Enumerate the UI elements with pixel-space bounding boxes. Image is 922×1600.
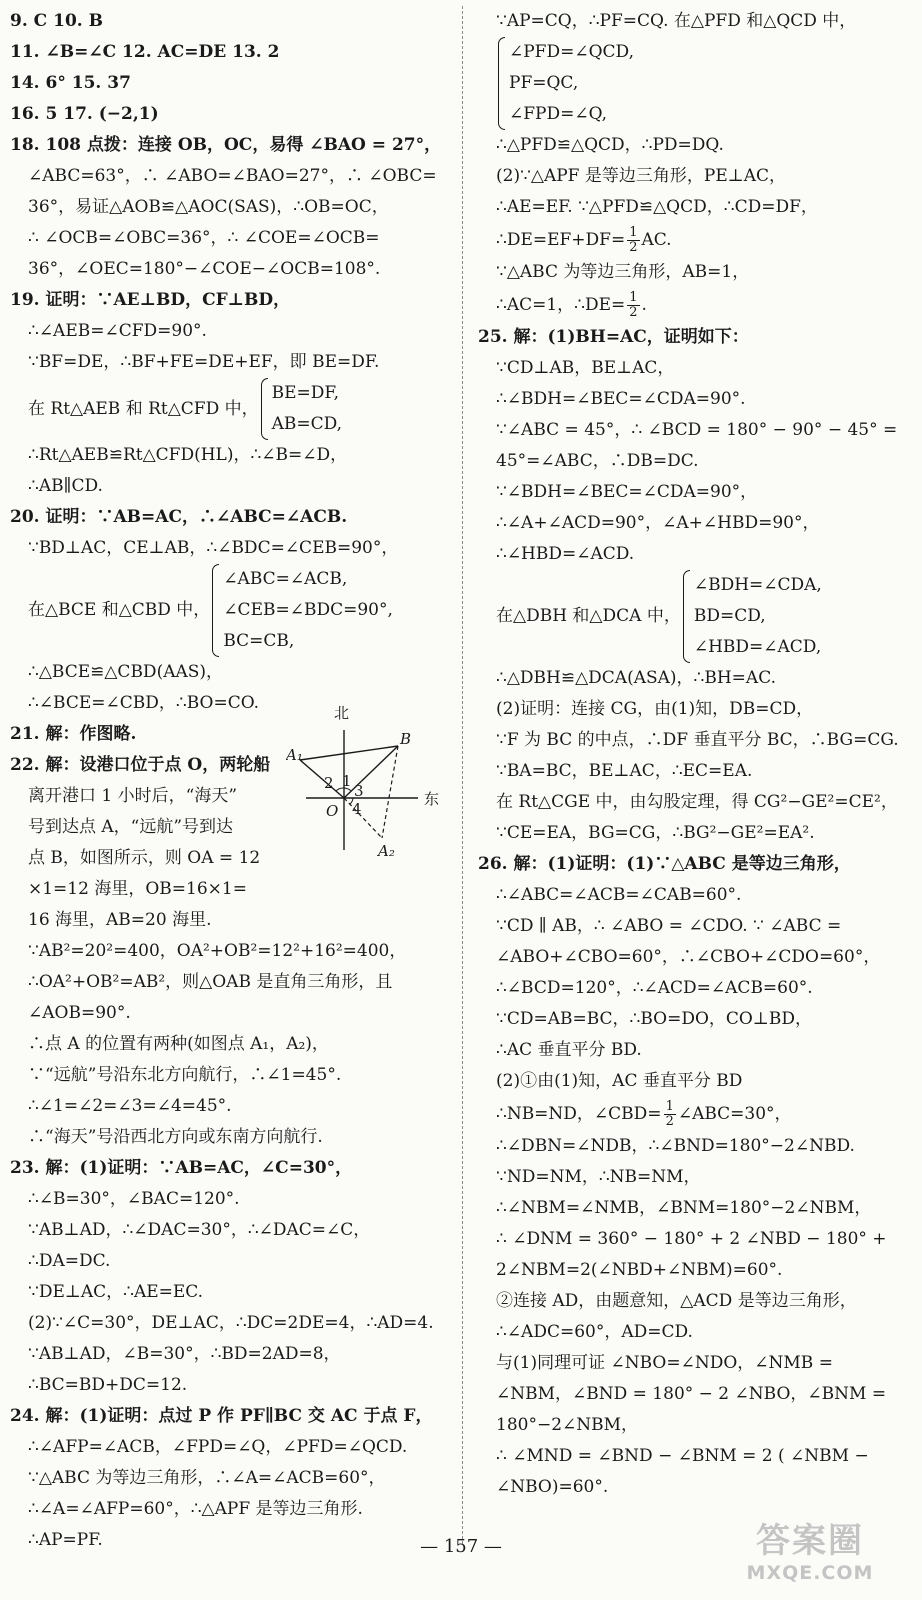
text-line: ∴∠AFP=∠ACB，∠FPD=∠Q，∠PFD=∠QCD. (28, 1437, 408, 1457)
text-line: ∴△BCE≌△CBD(AAS)， (28, 662, 224, 682)
text-line: 45°=∠ABC，∴DB=DC. (496, 451, 699, 471)
text-line: 2∠NBM=2(∠NBD+∠NBM)=60°. (496, 1260, 783, 1280)
page-number: — 157 — (420, 1536, 502, 1557)
text-line: ∵CD⊥AB，BE⊥AC， (496, 358, 675, 378)
north-label: 北 (334, 704, 350, 722)
text-line: 36°，∠OEC=180°−∠COE−∠OCB=108°. (28, 259, 381, 279)
point-B-label: B (400, 730, 412, 748)
text-line: 24. 解：(1)证明：点过 P 作 PF∥BC 交 AC 于点 F， (10, 1406, 433, 1426)
watermark-top: 答案圈 (756, 1521, 864, 1561)
text-line: ∴DA=DC. (28, 1251, 111, 1271)
q20-brace-prefix: 在△BCE 和△CBD 中， (28, 600, 211, 620)
compass-diagram (286, 700, 442, 860)
frac-line-ac (478, 288, 910, 322)
fraction-numerator: 1 (629, 225, 638, 240)
brace-icon (212, 564, 219, 657)
text-line: 25. 解：(1)BH=AC，证明如下： (478, 327, 749, 347)
text-line: ∠ABO+∠CBO=60°，∴∠CBO+∠CDO=60°， (496, 947, 881, 967)
fraction-numerator: 1 (665, 1099, 674, 1114)
text-line: ∴BC=BD+DC=12. (28, 1375, 188, 1395)
text-line: ∵ND=NM，∴NB=NM， (496, 1167, 701, 1187)
q20-system (10, 564, 450, 657)
text-line: ∴Rt△AEB≌Rt△CFD(HL)，∴∠B=∠D， (28, 445, 348, 465)
text-line: ∵△ABC 为等边三角形，∴∠A=∠ACB=60°， (28, 1468, 386, 1488)
left-lines-1 (10, 6, 450, 378)
text-line: 180°−2∠NBM， (496, 1415, 639, 1435)
left-lines-2 (10, 440, 450, 564)
text-line: 离开港口 1 小时后，“海天” (28, 786, 238, 806)
text-line: ∵△ABC 为等边三角形，AB=1， (496, 262, 750, 282)
q24-brace-lines (509, 37, 634, 130)
text-line: 26. 解：(1)证明：(1)∵△ABC 是等边三角形， (478, 854, 851, 874)
segment-OA2 (344, 798, 382, 838)
text-line: 与(1)同理可证 ∠NBO=∠NDO，∠NMB = (496, 1353, 833, 1373)
frac-line-cbd-suffix: ∠ABC=30°， (677, 1104, 792, 1124)
brace-line: ∠HBD=∠ACD, (693, 637, 822, 657)
q20-brace-lines (223, 564, 393, 657)
text-line: ∴∠1=∠2=∠3=∠4=45°. (28, 1096, 232, 1116)
text-line: ②连接 AD，由题意知，△ACD 是等边三角形， (496, 1291, 857, 1311)
east-label: 东 (424, 790, 440, 808)
fraction-half (664, 1100, 676, 1129)
text-line: ∴ ∠OCB=∠OBC=36°，∴ ∠COE=∠OCB= (28, 228, 380, 248)
q19-brace-lines (272, 378, 342, 440)
text-line: ∴∠BDH=∠BEC=∠CDA=90°. (496, 389, 746, 409)
text-line: ∴“海天”号沿西北方向或东南方向航行. (28, 1127, 323, 1147)
right-lines-1 (478, 6, 910, 37)
frac-line-de-suffix: AC. (641, 230, 672, 250)
brace-line: BD=CD, (693, 606, 766, 626)
text-line: ∴AB∥CD. (28, 476, 103, 496)
text-line: ∵CD ∥ AB，∴ ∠ABO = ∠CDO. ∵ ∠ABC = (496, 916, 842, 936)
watermark-bottom: MXQE.COM (746, 1562, 874, 1584)
text-line: ∴∠BCE=∠CBD，∴BO=CO. (28, 693, 260, 713)
frac-line-de (478, 223, 910, 257)
text-line: ∴ ∠MND = ∠BND − ∠BNM = 2 ( ∠NBM − (496, 1446, 869, 1466)
text-line: ∵CE=EA，BG=CG，∴BG²−GE²=EA². (496, 823, 815, 843)
q25-system (478, 570, 910, 663)
text-line: ∴∠A+∠ACD=90°，∠A+∠HBD=90°， (496, 513, 820, 533)
text-line: ∵BD⊥AC，CE⊥AB，∴∠BDC=∠CEB=90°， (28, 538, 399, 558)
q19-brace-prefix: 在 Rt△AEB 和 Rt△CFD 中， (28, 398, 259, 419)
text-line: ×1=12 海里，OB=16×1= (28, 879, 247, 899)
q25-brace-lines (694, 570, 822, 663)
text-line: 16. 5 17. (−2,1) (10, 104, 159, 124)
text-line: ∠AOB=90°. (28, 1003, 131, 1023)
frac-line-cbd (478, 1097, 910, 1131)
text-line: ∵AP=CQ，∴PF=CQ. 在△PFD 和△QCD 中， (496, 11, 857, 31)
brace-line: AB=CD, (271, 414, 343, 434)
column-divider (462, 6, 463, 1544)
text-line: 21. 解：作图略. (10, 724, 137, 744)
text-line: ∴∠BCD=120°，∴∠ACD=∠ACB=60°. (496, 978, 813, 998)
text-line: 18. 108 点拨：连接 OB，OC，易得 ∠BAO = 27°， (10, 135, 442, 155)
text-line: 36°，易证△AOB≌△AOC(SAS)，∴OB=OC， (28, 197, 389, 217)
text-line: ∴ ∠DNM = 360° − 180° + 2 ∠NBD − 180° + (496, 1229, 887, 1249)
text-line: (2)①由(1)知，AC 垂直平分 BD (496, 1071, 743, 1091)
text-line: ∠NBO)=60°. (496, 1477, 609, 1497)
q25-brace-prefix: 在△DBH 和△DCA 中， (496, 606, 681, 626)
brace-line: ∠ABC=∠ACB, (223, 569, 348, 589)
text-line: ∵AB²=20²=400，OA²+OB²=12²+16²=400， (28, 941, 407, 961)
brace-line: PF=QC, (509, 73, 579, 93)
text-line: 14. 6° 15. 37 (10, 73, 131, 93)
text-line: ∵DE⊥AC，∴AE=EC. (28, 1282, 204, 1302)
right-lines-4 (478, 663, 910, 1097)
text-line: 号到达点 A，“远航”号到达 (28, 817, 234, 837)
point-A1-label: A₁ (286, 746, 303, 764)
text-line: ∵F 为 BC 的中点，∴DF 垂直平分 BC，∴BG=CG. (496, 730, 899, 750)
angle-1-label: 1 (342, 772, 352, 790)
text-line: ∠ABC=63°，∴ ∠ABO=∠BAO=27°，∴ ∠OBC= (28, 166, 437, 186)
brace-line: ∠FPD=∠Q, (509, 104, 608, 124)
segment-OA1 (300, 760, 344, 798)
text-line: ∴AP=PF. (28, 1530, 103, 1550)
right-lines-2 (478, 130, 910, 223)
text-line: ∴OA²+OB²=AB²，则△OAB 是直角三角形，且 (28, 972, 393, 992)
segment-A1B (300, 746, 398, 760)
text-line: ∵BA=BC，BE⊥AC，∴EC=EA. (496, 761, 753, 781)
text-line: ∴∠B=30°，∠BAC=120°. (28, 1189, 240, 1209)
q22-figure (286, 700, 442, 860)
text-line: ∴∠A=∠AFP=60°，∴△APF 是等边三角形. (28, 1499, 363, 1519)
frac-line-ac-prefix: ∴AC=1，∴DE= (496, 295, 626, 315)
text-line: ∴AE=EF. ∵△PFD≌△QCD，∴CD=DF， (496, 197, 818, 217)
text-line: ∵∠BDH=∠BEC=∠CDA=90°， (496, 482, 758, 502)
frac-line-ac-suffix: . (641, 295, 647, 315)
frac-line-de-prefix: ∴DE=EF+DF= (496, 230, 626, 250)
text-line: ∴∠NBM=∠NMB，∠BNM=180°−2∠NBM， (496, 1198, 872, 1218)
fraction-half (627, 291, 639, 320)
angle-2-label: 2 (324, 774, 334, 792)
text-line: ∴△PFD≌△QCD，∴PD=DQ. (496, 135, 724, 155)
text-line: 在 Rt△CGE 中，由勾股定理，得 CG²−GE²=CE²， (496, 792, 898, 812)
brace-icon (498, 37, 505, 130)
point-A2-label: A₂ (378, 842, 395, 860)
text-line: (2)证明：连接 CG，由(1)知，DB=CD， (496, 699, 814, 719)
right-lines-3 (478, 322, 910, 570)
point-O-label: O (326, 802, 339, 820)
text-line: (2)∵∠C=30°，DE⊥AC，∴DC=2DE=4，∴AD=4. (28, 1313, 434, 1333)
text-line: 11. ∠B=∠C 12. AC=DE 13. 2 (10, 42, 280, 62)
fraction-numerator: 1 (629, 290, 638, 305)
text-line: ∴∠HBD=∠ACD. (496, 544, 635, 564)
brace-line: ∠BDH=∠CDA, (693, 575, 822, 595)
text-line: 16 海里，AB=20 海里. (28, 910, 212, 930)
brace-icon (683, 570, 690, 663)
text-line: ∵AB⊥AD，∠B=30°，∴BD=2AD=8， (28, 1344, 341, 1364)
watermark-logo (712, 1520, 908, 1592)
text-line: 23. 解：(1)证明：∵AB=AC，∠C=30°， (10, 1158, 353, 1178)
text-line: ∠NBM，∠BND = 180° − 2 ∠NBO，∠BNM = (496, 1384, 887, 1404)
text-line: 19. 证明：∵AE⊥BD，CF⊥BD， (10, 290, 291, 310)
text-line: ∴∠AEB=∠CFD=90°. (28, 321, 207, 341)
q24-system (478, 37, 910, 130)
brace-line: BE=DF, (271, 383, 339, 403)
q19-system (10, 378, 450, 440)
brace-line: ∠PFD=∠QCD, (509, 42, 634, 62)
right-column (478, 6, 910, 1503)
text-line: ∴∠DBN=∠NDB，∴∠BND=180°−2∠NBD. (496, 1136, 855, 1156)
angle-4-label: 4 (352, 800, 362, 818)
brace-line: ∠CEB=∠BDC=90°, (223, 600, 393, 620)
text-line: ∵∠ABC = 45°，∴ ∠BCD = 180° − 90° − 45° = (496, 420, 898, 440)
text-line: 20. 证明：∵AB=AC，∴∠ABC=∠ACB. (10, 507, 348, 527)
text-line: 9. C 10. B (10, 11, 103, 31)
text-line: ∵BF=DE，∴BF+FE=DE+EF，即 BE=DF. (28, 352, 380, 372)
brace-line: BC=CB, (223, 631, 295, 651)
angle-3-label: 3 (354, 782, 364, 800)
right-lines-5 (478, 1131, 910, 1503)
fraction-half (627, 226, 639, 255)
fraction-denominator: 2 (629, 305, 638, 320)
fraction-denominator: 2 (665, 1114, 674, 1129)
text-line: ∴∠ADC=60°，AD=CD. (496, 1322, 693, 1342)
text-line: ∵AB⊥AD，∴∠DAC=30°，∴∠DAC=∠C， (28, 1220, 371, 1240)
text-line: ∵“远航”号沿东北方向航行，∴∠1=45°. (28, 1065, 342, 1085)
fraction-denominator: 2 (629, 240, 638, 255)
text-line: ∵CD=AB=BC，∴BO=DO，CO⊥BD， (496, 1009, 812, 1029)
text-line: 22. 解：设港口位于点 O，两轮船 (10, 755, 271, 775)
text-line: 点 B，如图所示，则 OA = 12 (28, 848, 261, 868)
frac-line-cbd-prefix: ∴NB=ND，∠CBD= (496, 1104, 662, 1124)
text-line: ∴AC 垂直平分 BD. (496, 1040, 642, 1060)
text-line: (2)∵△APF 是等边三角形，PE⊥AC， (496, 166, 787, 186)
text-line: ∴△DBH≌△DCA(ASA)，∴BH=AC. (496, 668, 776, 688)
text-line: ∴点 A 的位置有两种(如图点 A₁，A₂)， (28, 1034, 329, 1054)
brace-icon (261, 378, 268, 440)
text-line: ∴∠ABC=∠ACB=∠CAB=60°. (496, 885, 742, 905)
